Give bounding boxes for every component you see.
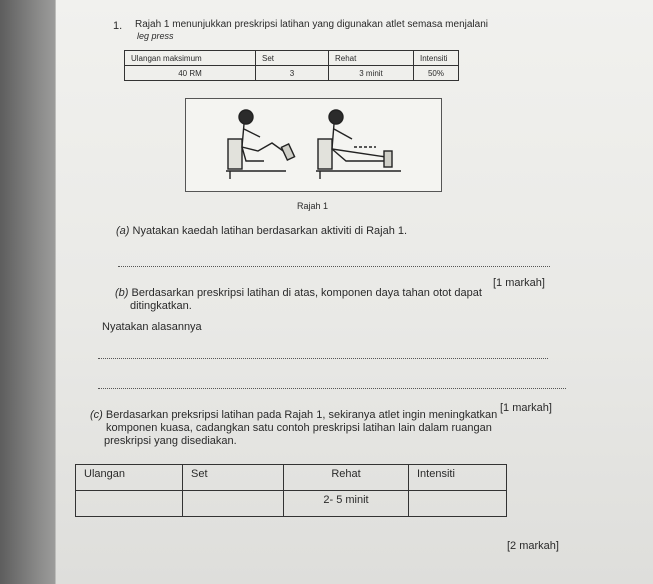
part-a-text: Nyatakan kaedah latihan berdasarkan aktiviti di Rajah 1. [132, 225, 408, 237]
leg-press-figure [185, 98, 442, 192]
part-c-line3: preskripsi yang disediakan. [104, 435, 237, 447]
table-cell: 40 RM [125, 66, 256, 81]
leg-press-term: leg press [137, 31, 174, 41]
answer-line-b1[interactable] [98, 358, 548, 359]
table-header-row [76, 465, 507, 491]
table-row [76, 491, 507, 517]
answer-table [75, 464, 507, 517]
part-a-marks: [1 markah] [493, 277, 545, 289]
table-header-cell: Set [256, 51, 329, 66]
part-b-line1 [115, 287, 482, 300]
figure-caption: Rajah 1 [297, 201, 329, 211]
table-header-cell: Ulangan [76, 465, 183, 491]
table-header-cell: Set [183, 465, 284, 491]
table-header-cell: Rehat [284, 465, 409, 491]
part-b-text: Berdasarkan preskripsi latihan di atas, komponen daya tahan otot dapat [131, 287, 482, 299]
question-stem: Rajah 1 menunjukkan preskripsi latihan yang digunakan atlet semasa menjalani [135, 19, 488, 30]
part-c-text-1: Berdasarkan preksripsi latihan pada Rajah 1, sekiranya atlet ingin meningkatkan [105, 409, 498, 421]
answer-line-a[interactable] [118, 266, 550, 267]
answer-cell-intensiti[interactable] [409, 491, 507, 517]
question-number: 1. [113, 20, 123, 32]
table-cell: 50% [414, 66, 459, 81]
part-b-prompt: Nyatakan alasannya [102, 321, 202, 333]
table-header-cell: Rehat [329, 51, 414, 66]
part-c-line2: komponen kuasa, cadangkan satu contoh preskripsi latihan lain dalam ruangan [106, 422, 492, 434]
table-header-cell: Intensiti [409, 465, 507, 491]
part-c-line1 [90, 409, 497, 422]
part-b-line2: ditingkatkan. [130, 300, 192, 312]
table-header-row [125, 51, 459, 66]
answer-cell-ulangan[interactable] [76, 491, 183, 517]
part-b-marks: [1 markah] [500, 402, 552, 414]
part-b-label: (b) [115, 287, 129, 299]
table-header-cell: Ulangan maksimum [125, 51, 256, 66]
part-c-label: (c) [90, 409, 103, 421]
leg-press-illustration [186, 99, 441, 191]
part-c-marks: [2 markah] [507, 540, 559, 552]
part-a-label: (a) [116, 225, 130, 237]
prescription-table [124, 50, 459, 81]
answer-line-b2[interactable] [98, 388, 566, 389]
table-cell: 3 minit [329, 66, 414, 81]
answer-cell-set[interactable] [183, 491, 284, 517]
table-cell: 3 [256, 66, 329, 81]
part-a [116, 225, 407, 238]
table-header-cell: Intensiti [414, 51, 459, 66]
table-row [125, 66, 459, 81]
table-cell-rehat: 2- 5 minit [284, 491, 409, 517]
